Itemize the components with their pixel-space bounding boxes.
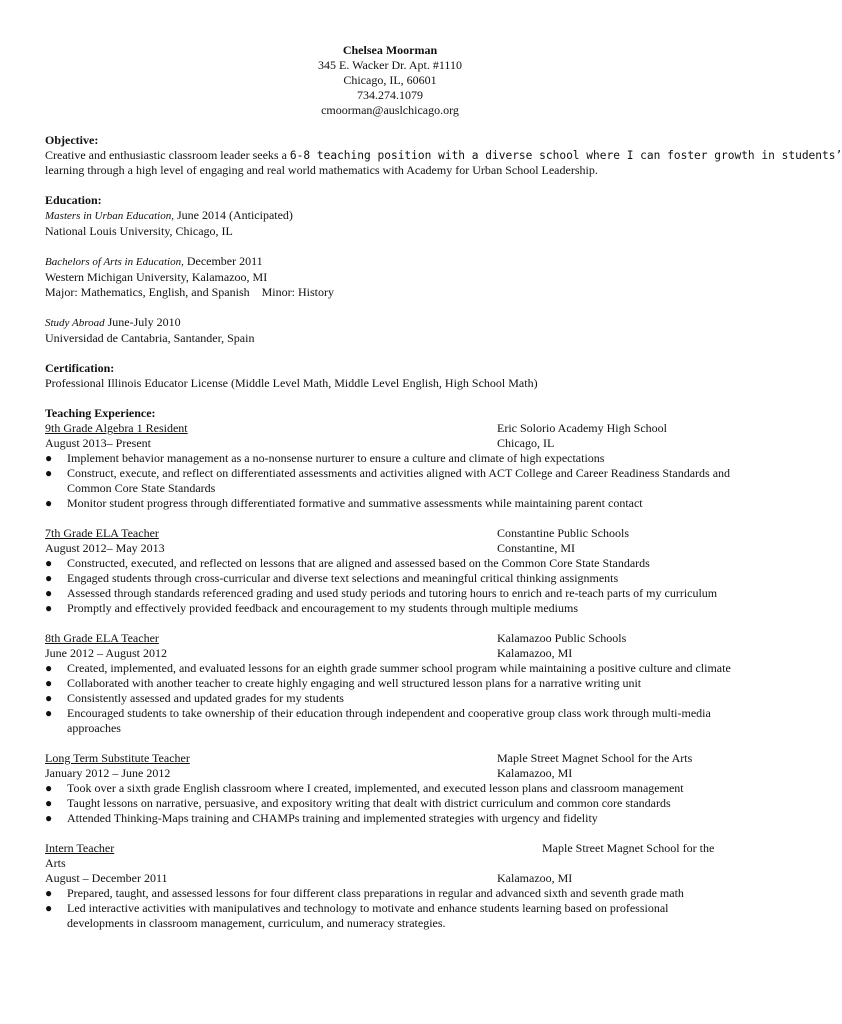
degree-date: June-July 2010: [104, 315, 181, 329]
bullet-icon: ●: [45, 886, 53, 900]
list-item: [45, 676, 735, 691]
job-dates: June 2012 – August 2012: [45, 646, 168, 660]
bullet-text: Promptly and effectively provided feedback and encouragement to my students through multiple mediums: [67, 601, 578, 615]
bullet-icon: ●: [45, 451, 53, 465]
bullet-text: Assessed through standards referenced grading and used study periods and tutoring hours to enrich and re-teach parts of my curriculum: [67, 586, 718, 600]
certification-title: Certification:: [45, 361, 115, 375]
bullet-text: Consistently assessed and updated grades for my students: [67, 691, 344, 705]
education-entry-study-abroad: [45, 315, 735, 346]
job-location: Kalamazoo, MI: [497, 646, 573, 660]
bullet-icon: ●: [45, 901, 53, 915]
bullet-text: Created, implemented, and evaluated lessons for an eighth grade summer school program while maintaining a positive culture and climate: [67, 661, 731, 675]
job-location: Chicago, IL: [497, 436, 555, 450]
degree-date: December 2011: [183, 254, 263, 268]
job-bullets: [45, 451, 735, 511]
list-item: [45, 466, 735, 496]
job-org: Eric Solorio Academy High School: [497, 421, 667, 435]
job-dates: January 2012 – June 2012: [45, 766, 171, 780]
list-item: [45, 691, 735, 706]
bullet-text: Attended Thinking-Maps training and CHAMPs training and implemented strategies with urgency and fidelity: [67, 811, 598, 825]
job-entry: [45, 421, 735, 511]
education-section: [45, 193, 735, 346]
objective-text-a: Creative and enthusiastic classroom leader seeks a: [45, 148, 290, 162]
job-bullets: [45, 556, 735, 616]
bullet-icon: ●: [45, 811, 53, 825]
job-role: Long Term Substitute Teacher: [45, 751, 190, 765]
contact-header: [45, 43, 735, 118]
job-location: Kalamazoo, MI: [497, 871, 573, 885]
phone-line: 734.274.1079: [357, 88, 423, 102]
job-role: 8th Grade ELA Teacher: [45, 631, 159, 645]
bullet-text: Encouraged students to take ownership of their education through independent and cooperative group class work through multi-media approaches: [67, 706, 711, 735]
education-entry-bachelors: [45, 254, 735, 300]
education-title: Education:: [45, 193, 102, 207]
bullet-text: Constructed, executed, and reflected on lessons that are aligned and assessed based on the Common Core State Standards: [67, 556, 650, 570]
objective-section: [45, 133, 842, 178]
job-location: Kalamazoo, MI: [497, 766, 573, 780]
list-item: [45, 706, 735, 736]
job-org: Constantine Public Schools: [497, 526, 629, 540]
email-line: cmoorman@auslchicago.org: [321, 103, 459, 117]
job-role: 7th Grade ELA Teacher: [45, 526, 159, 540]
bullet-icon: ●: [45, 556, 53, 570]
job-role: 9th Grade Algebra 1 Resident: [45, 421, 188, 435]
degree-name: Study Abroad: [45, 317, 105, 329]
job-bullets: [45, 781, 735, 826]
degree-name: Bachelors of Arts in Education,: [45, 256, 184, 268]
job-location: Constantine, MI: [497, 541, 575, 555]
objective-title: Objective:: [45, 133, 99, 147]
bullet-icon: ●: [45, 586, 53, 600]
list-item: [45, 586, 735, 601]
job-org: Maple Street Magnet School for the Arts: [497, 751, 693, 765]
list-item: [45, 496, 735, 511]
objective-text-b: learning through a high level of engaging and real world mathematics with Academy for Urban School Leadership.: [45, 163, 598, 177]
list-item: [45, 571, 735, 586]
degree-date: June 2014 (Anticipated): [173, 208, 293, 222]
bullet-text: Took over a sixth grade English classroom where I created, implemented, and executed lesson plans and classroom management: [67, 781, 684, 795]
job-dates: August 2013– Present: [45, 436, 151, 450]
certification-section: [45, 361, 735, 391]
job-dates: August – December 2011: [45, 871, 168, 885]
job-entry: [45, 631, 735, 736]
school-name: Universidad de Cantabria, Santander, Spain: [45, 331, 255, 345]
bullet-icon: ●: [45, 496, 53, 510]
list-item: [45, 796, 735, 811]
bullet-icon: ●: [45, 796, 53, 810]
bullet-text: Monitor student progress through differentiated formative and summative assessments while maintaining parent contact: [67, 496, 643, 510]
school-name: Western Michigan University, Kalamazoo, MI: [45, 270, 268, 284]
job-role: Intern Teacher: [45, 841, 115, 855]
list-item: [45, 811, 735, 826]
bullet-text: Collaborated with another teacher to create highly engaging and well structured lesson plans for a narrative writing unit: [67, 676, 642, 690]
bullet-text: Led interactive activities with manipulatives and technology to motivate and enhance students learning based on professional developments in classroom management, curriculum, and numeracy strategies.: [67, 901, 669, 930]
job-bullets: [45, 886, 735, 931]
job-entry: [45, 841, 735, 931]
degree-name: Masters in Urban Education,: [45, 210, 174, 222]
city-line: Chicago, IL, 60601: [343, 73, 437, 87]
bullet-icon: ●: [45, 661, 53, 675]
job-org-continued: Arts: [45, 856, 66, 870]
bullet-icon: ●: [45, 706, 53, 720]
bullet-text: Taught lessons on narrative, persuasive, and expository writing that dealt with district curriculum and common core standards: [67, 796, 671, 810]
bullet-icon: ●: [45, 676, 53, 690]
address-line: 345 E. Wacker Dr. Apt. #1110: [318, 58, 462, 72]
list-item: [45, 601, 735, 616]
list-item: [45, 886, 735, 901]
bullet-icon: ●: [45, 466, 53, 480]
bullet-text: Engaged students through cross-curricular and diverse text selections and meaningful critical thinking assignments: [67, 571, 619, 585]
list-item: [45, 451, 735, 466]
job-bullets: [45, 661, 735, 736]
experience-title: Teaching Experience:: [45, 406, 156, 420]
bullet-icon: ●: [45, 691, 53, 705]
education-entry-masters: [45, 208, 735, 239]
school-name: National Louis University, Chicago, IL: [45, 224, 233, 238]
bullet-icon: ●: [45, 601, 53, 615]
list-item: [45, 556, 735, 571]
bullet-icon: ●: [45, 571, 53, 585]
bullet-text: Implement behavior management as a no-nonsense nurturer to ensure a culture and climate of high expectations: [67, 451, 605, 465]
objective-text-mono: 6-8 teaching position with a diverse school where I can foster growth in students’: [289, 149, 842, 162]
bullet-text: Construct, execute, and reflect on differentiated assessments and activities aligned with ACT College and Career Readiness Standards and Common Core State Standards: [67, 466, 731, 495]
bullet-text: Prepared, taught, and assessed lessons for four different class preparations in regular and advanced sixth and seventh grade math: [67, 886, 684, 900]
list-item: [45, 781, 735, 796]
list-item: [45, 661, 735, 676]
job-entry: [45, 526, 735, 616]
objective-text: [45, 148, 842, 163]
certification-text: Professional Illinois Educator License (Middle Level Math, Middle Level English, High School Math): [45, 376, 538, 390]
job-entry: [45, 751, 735, 826]
job-dates: August 2012– May 2013: [45, 541, 165, 555]
major-minor: Major: Mathematics, English, and Spanish Minor: History: [45, 285, 334, 299]
candidate-name: Chelsea Moorman: [342, 43, 438, 57]
resume-page: [45, 43, 842, 931]
job-org: Kalamazoo Public Schools: [497, 631, 627, 645]
job-org: Maple Street Magnet School for the: [542, 841, 715, 855]
bullet-icon: ●: [45, 781, 53, 795]
experience-section: [45, 406, 735, 931]
list-item: [45, 901, 735, 931]
